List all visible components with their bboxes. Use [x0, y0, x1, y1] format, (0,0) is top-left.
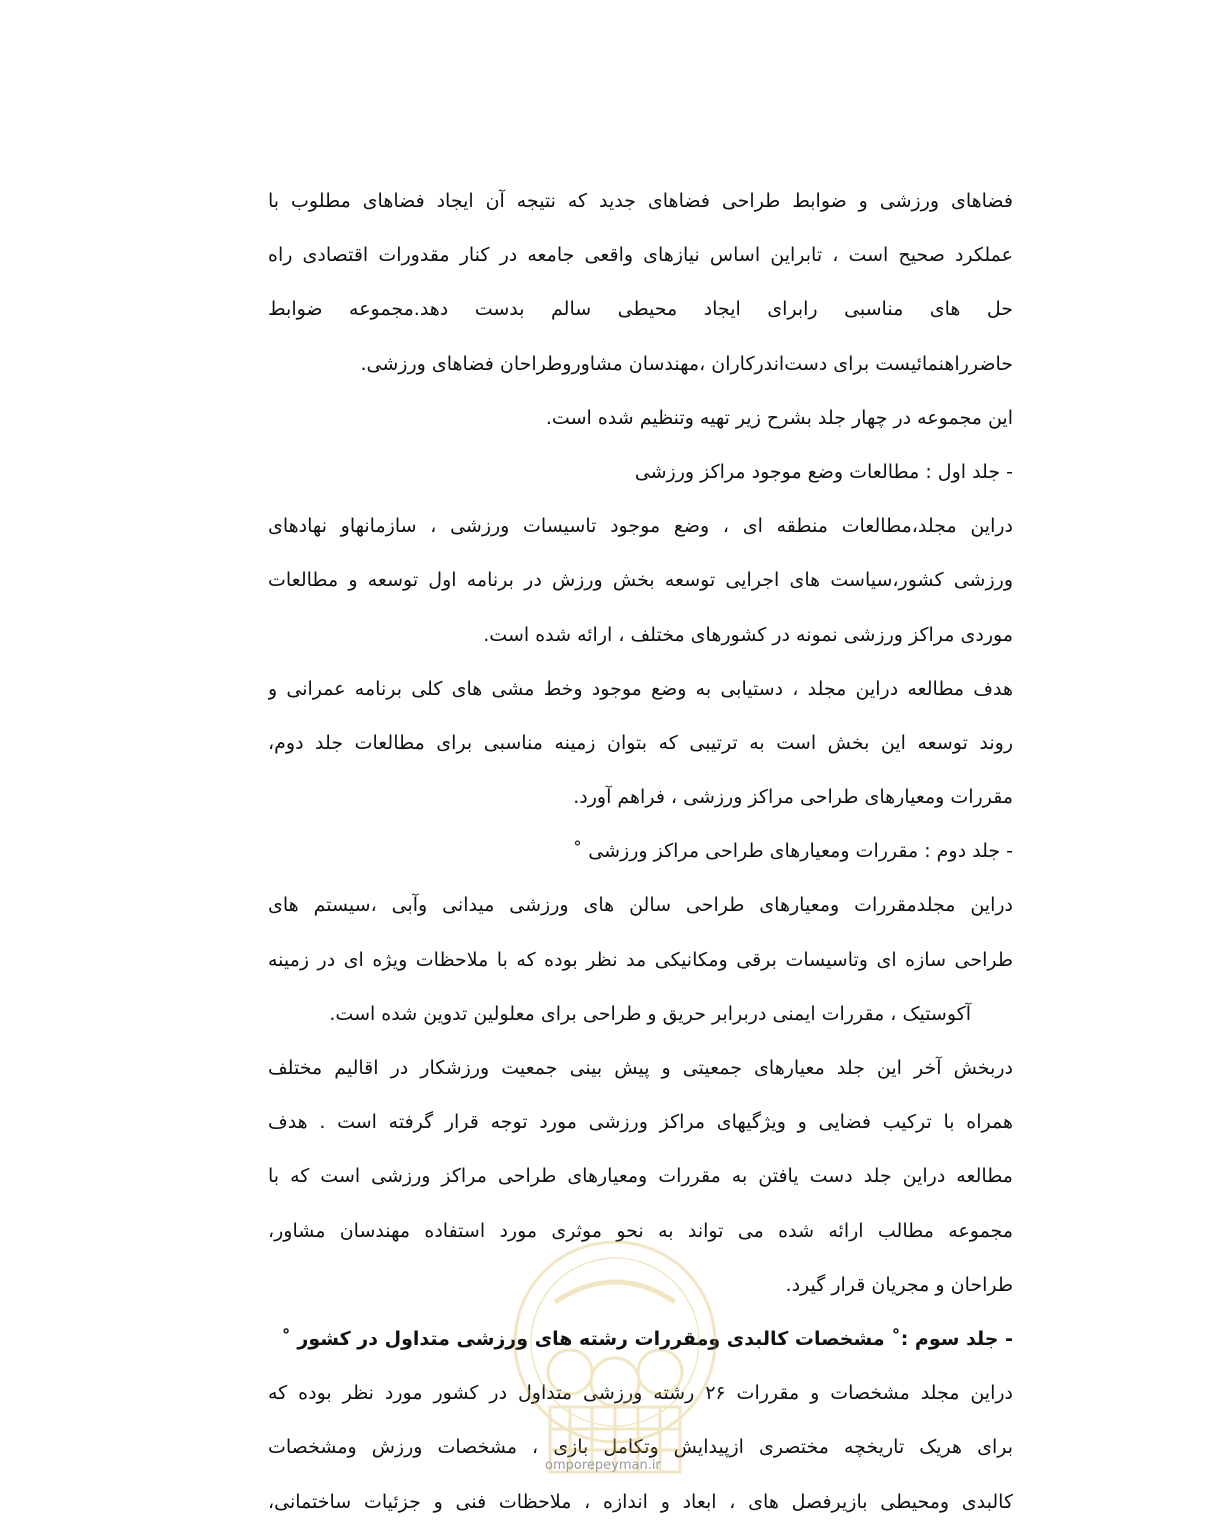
- body-line: دربخش آخر این جلد معیارهای جمعیتی و پیش بینی جمعیت ورزشکار در اقالیم مختلف: [268, 1057, 1013, 1079]
- body-line: طراحی سازه ای وتاسیسات برقی ومکانیکی مد نظر بوده که با ملاحظات ویژه ای در زمینه: [268, 948, 1013, 971]
- intro-line: این مجموعه در چهار جلد بشرح زیر تهیه وتنظیم شده است.: [545, 406, 1013, 429]
- watermark-url: omporepeyman.ir: [545, 1458, 661, 1473]
- body-line: مجموعه مطالب ارائه شده می تواند به نحو موثری مورد استفاده مهندسان مشاور،: [268, 1219, 1013, 1242]
- body-line: روند توسعه این بخش است به ترتیبی که بتوان زمینه مناسبی برای مطالعات جلد دوم،: [268, 731, 1013, 754]
- body-line: کالبدی ومحیطی بازیرفصل های ، ابعاد و اندازه ، ملاحظات فنی و جزئیات ساختمانی،: [268, 1490, 1013, 1513]
- body-line: موردی مراکز ورزشی نمونه در کشورهای مختلف ، ارائه شده است.: [483, 623, 1013, 646]
- body-line: برای هریک تاریخچه مختصری ازپیدایش وتکامل بازی ، مشخصات ورزش ومشخصات: [268, 1436, 1013, 1459]
- body-line: طراحان و مجریان قرار گیرد.: [785, 1273, 1013, 1296]
- body-line: آکوستیک ، مقررات ایمنی دربرابر حریق و طراحی برای معلولین تدوین شده است.: [329, 1002, 971, 1025]
- body-line: ورزشی کشور،سیاست های اجرایی توسعه بخش ورزش در برنامه اول توسعه و مطالعات: [268, 569, 1013, 592]
- body-line: حاضرراهنمائیست برای دست‌اندرکاران ،مهندسان مشاوروطراحان فضاهای ورزشی.: [360, 352, 1013, 375]
- body-line: دراین مجلد،مطالعات منطقه ای ، وضع موجود تاسیسات ورزشی ، سازمانهاو نهادهای: [268, 515, 1013, 538]
- volume-2-heading: - جلد دوم : مقررات ومعیارهای طراحی مراکز ورزشی ˚: [572, 840, 1013, 863]
- body-line: عملکرد صحیح است ، تابراین اساس نیازهای واقعی جامعه در کنار مقدورات اقتصادی راه: [268, 244, 1013, 267]
- body-line: دراین مجلدمقررات ومعیارهای طراحی سالن های ورزشی میدانی وآبی ،سیستم های: [268, 894, 1013, 917]
- body-line: مطالعه دراین جلد دست یافتن به مقررات ومعیارهای طراحی مراکز ورزشی است که با: [268, 1165, 1013, 1188]
- body-line: فضاهای ورزشی و ضوابط طراحی فضاهای جدید که نتیجه آن ایجاد فضاهای مطلوب با: [268, 190, 1013, 212]
- body-line: هدف مطالعه دراین مجلد ، دستیابی به وضع موجود وخط مشی های کلی برنامه عمرانی و: [268, 677, 1013, 700]
- body-line: دراین مجلد مشخصات و مقررات ۲۶ رشته ورزشی متداول در کشور مورد نظر بوده که: [268, 1382, 1013, 1405]
- body-line: همراه با ترکیب فضایی و ویژگیهای مراکز ورزشی مورد توجه قرار گرفته است . هدف: [268, 1111, 1013, 1134]
- body-line: حل های مناسبی رابرای ایجاد محیطی سالم بدست دهد.مجموعه ضوابط: [268, 298, 1013, 321]
- volume-3-heading: - جلد سوم :˚ مشخصات کالبدی ومقررات رشته های ورزشی متداول در کشور ˚: [281, 1327, 1013, 1350]
- body-line: مقررات ومعیارهای طراحی مراکز ورزشی ، فراهم آورد.: [573, 786, 1013, 809]
- volume-1-heading: - جلد اول : مطالعات وضع موجود مراکز ورزشی: [634, 460, 1013, 483]
